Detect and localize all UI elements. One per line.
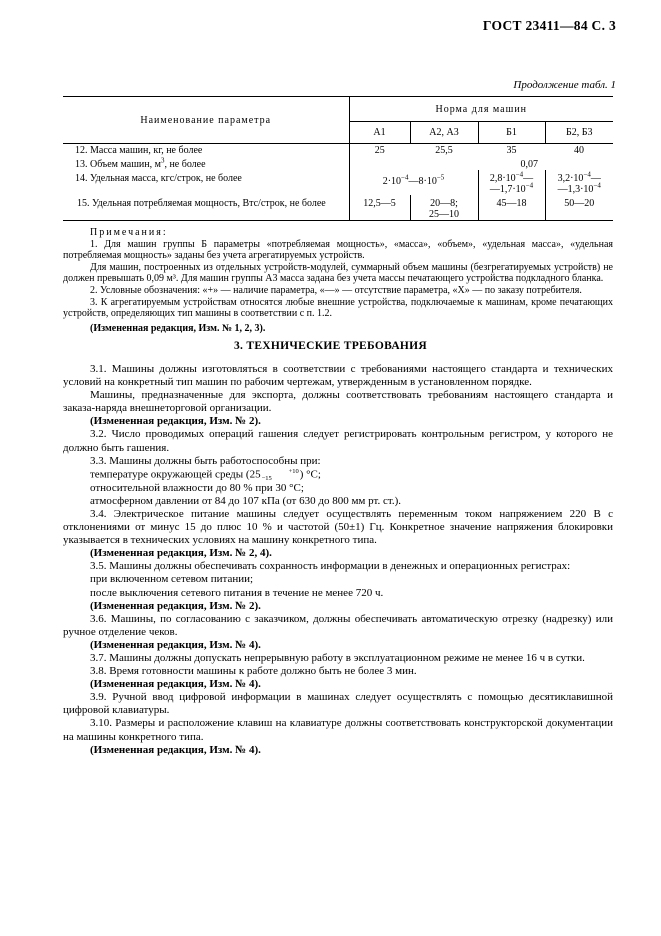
group-b1-header: Б1	[478, 122, 545, 144]
cell-value: 25,5	[435, 145, 453, 156]
clause-3-9: 3.9. Ручной ввод цифровой информации в машинах следует осуществлять с помощью десятиклавишной цифровой клавиатуры.	[63, 691, 613, 717]
clause-3-5-a: при включенном сетевом питании;	[90, 573, 254, 586]
cell-value: 25	[349, 144, 410, 157]
clause-3-4: 3.4. Электрическое питание машины следует осуществлять переменным током напряжением 220 В с отклонениями от минус 15 до плюс 10 % и частотой (50±1) Гц. Конкретное значение напряжения блокировки указывается в технических условиях на машину конкретного типа.	[63, 507, 613, 547]
amendment-note: (Измененная редакция, Изм. № 1, 2, 3).	[90, 322, 266, 334]
cell-value: 12,5—5	[349, 195, 410, 221]
clause-3-1-export: Машины, предназначенные для экспорта, должны соответствовать требованиям настоящего стандарта и заказа-наряда внешнеторговой организации.	[63, 389, 613, 415]
amendment-note: (Измененная редакция, Изм. № 2).	[90, 415, 261, 428]
cell-value: $2\cdot 10^{-4}—8\cdot 10^{-5}$	[349, 170, 478, 195]
parameters-table	[63, 96, 613, 221]
note-3: 3. К агрегатируемым устройствам относятся любые внешние устройства, подключаемые к машинам, кроме печатающих устройств, определяющих тип машины в соответствии с п. 1.2.	[63, 296, 613, 320]
table-row	[63, 170, 613, 195]
clause-3-3-pressure: атмосферном давлении от 84 до 107 кПа (от 630 до 800 мм рт. ст.).	[90, 494, 401, 507]
row-label: 14. Удельная масса, кгс/строк, не более	[75, 173, 242, 184]
table-continuation-label: Продолжение табл. 1	[513, 79, 616, 91]
group-a23-header: А2, А3	[410, 122, 478, 144]
table-header-row	[63, 97, 613, 122]
group-a1-header: А1	[349, 122, 410, 144]
table-notes	[63, 227, 613, 334]
clause-3-5: 3.5. Машины должны обеспечивать сохранность информации в денежных и операционных регистрах:	[90, 560, 571, 573]
param-column-header: Наименование параметра	[63, 97, 349, 144]
cell-value: 0,07	[349, 156, 613, 170]
clause-3-3: 3.3. Машины должны быть работоспособны при:	[90, 454, 321, 467]
row-label: 13. Объем машин, $м^3$, не более	[75, 156, 206, 170]
cell-value: 45—18	[478, 195, 545, 221]
cell-value: 35	[506, 145, 517, 156]
note-2: 2. Условные обозначения: «+» — наличие параметра, «—» — отсутствие параметра, «Х» — по заказу потребителя.	[90, 284, 582, 296]
table-row	[63, 156, 613, 170]
cell-value: $3,2\cdot 10^{-4}—$ $—1,3\cdot 10^{-4}$	[545, 170, 613, 195]
amendment-note: (Измененная редакция, Изм. № 4).	[90, 638, 261, 651]
section-body	[63, 363, 613, 757]
page-header: ГОСТ 23411—84 С. 3	[482, 18, 616, 33]
cell-value: 40	[574, 145, 584, 156]
cell-value: 50—20	[545, 195, 613, 221]
clause-3-2: 3.2. Число проводимых операций гашения следует регистрировать контрольным регистром, у которого не должно быть гашения.	[63, 428, 613, 454]
table-row	[63, 195, 613, 221]
amendment-note: (Измененная редакция, Изм. № 2).	[90, 599, 261, 612]
amendment-note: (Измененная редакция, Изм. № 2, 4).	[90, 547, 272, 560]
row-label: 12. Масса машин, кг, не более	[75, 145, 203, 156]
section-title: 3. ТЕХНИЧЕСКИЕ ТРЕБОВАНИЯ	[233, 340, 428, 352]
amendment-note: (Измененная редакция, Изм. № 4).	[90, 678, 261, 691]
clause-3-7: 3.7. Машины должны допускать непрерывную работу в эксплуатационном режиме не менее 16 ч в сутки.	[90, 651, 585, 664]
note-1: 1. Для машин группы Б параметры «потребляемая мощность», «масса», «объем», «удельная масса», «удельная потребляемая мощность» заданы без учета агрегатируемых устройств.	[63, 238, 613, 262]
clause-3-6: 3.6. Машины, по согласованию с заказчиком, должны обеспечивать автоматическую отрезку (надрезку) или ручное отделение чеков.	[63, 612, 613, 638]
clause-3-3-humidity: относительной влажности до 80 % при 30 °С;	[90, 481, 304, 494]
cell-value: $2,8\cdot 10^{-4}—$ $—1,7\cdot 10^{-4}$	[478, 170, 545, 195]
clause-3-8: 3.8. Время готовности машины к работе должно быть не более 3 мин.	[90, 665, 417, 678]
table-row	[63, 144, 613, 157]
row-label: 15. Удельная потребляемая мощность, Втс/строк, не более	[77, 198, 326, 209]
cell-value: 20—8; 25—10	[410, 195, 478, 221]
norm-column-header: Норма для машин	[349, 97, 613, 122]
group-b23-header: Б2, Б3	[545, 122, 613, 144]
clause-3-10: 3.10. Размеры и расположение клавиш на клавиатуре должны соответствовать конструкторской документации на машины конкретного типа.	[63, 717, 613, 743]
notes-title: Примечания:	[90, 227, 168, 238]
amendment-note: (Измененная редакция, Изм. № 4).	[90, 743, 261, 756]
clause-3-1: 3.1. Машины должны изготовляться в соответствии с требованиями настоящего стандарта и технических условий на конкретный тип машин по рабочим чертежам, утвержденным в установленном порядке.	[63, 363, 613, 389]
clause-3-3-temperature: температуре окружающей среды (25 +10 −15 ) °С;	[90, 467, 321, 482]
clause-3-5-b: после выключения сетевого питания в течение не менее 720 ч.	[90, 586, 384, 599]
note-1b: Для машин, построенных из отдельных устройств-модулей, суммарный объем машины (безгрегатируемых устройств) не должен превышать 0,09 м³. Для машин группы А3 масса задана без учета массы печатающего устройства подкладного бланка.	[63, 261, 613, 285]
